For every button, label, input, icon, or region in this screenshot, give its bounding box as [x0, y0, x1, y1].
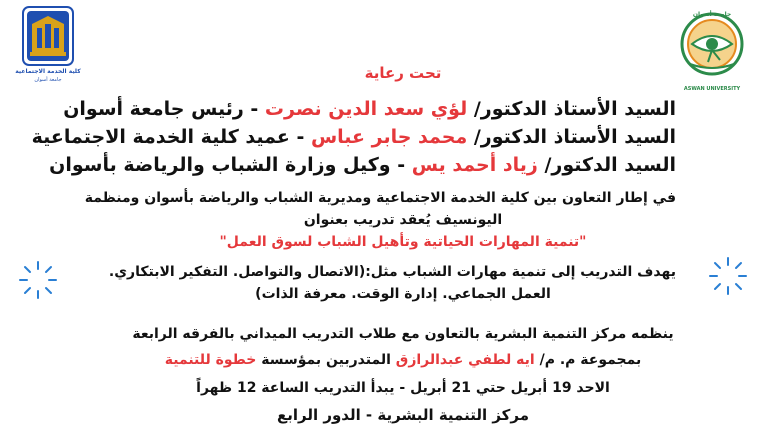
- group-line: [130, 352, 676, 368]
- flyer-content: [31, 0, 676, 439]
- patron-1-role: - رئيس جامعة أسوان: [63, 98, 265, 120]
- organizer-line: ينظمه مركز التنمية البشرية بالتعاون مع طلاب التدريب الميداني بالفرقه الرابعة: [132, 326, 674, 342]
- patron-1-prefix: السيد الأستاذ الدكتور/: [467, 98, 676, 120]
- schedule-line: الاحد 19 أبريل حتي 21 أبريل - يبدأ التدريب الساعة 12 ظهراً: [196, 380, 610, 396]
- faculty-logo-subtext: جامعة أسوان: [34, 77, 62, 83]
- university-logo: [680, 6, 744, 102]
- patronage-heading: تحت رعاية: [364, 64, 442, 82]
- patron-3-role: - وكيل وزارة الشباب والرياضة بأسوان: [49, 154, 412, 176]
- patron-3-prefix: السيد الدكتور/: [537, 154, 676, 176]
- patron-line-3: [49, 154, 676, 176]
- intro-line-1: في إطار التعاون بين كلية الخدمة الاجتماعية ومديرية الشباب والرياضة بأسوان ومنظمة: [84, 190, 676, 206]
- goal-line-1: يهدف التدريب إلى تنمية مهارات الشباب مثل:(الاتصال والتواصل. التفكير الابتكاري.: [108, 264, 676, 280]
- group-middle: المتدربين بمؤسسة: [256, 352, 396, 368]
- organization-name: خطوة للتنمية: [164, 352, 257, 368]
- patron-1-name: لؤي سعد الدين نصرت: [264, 98, 468, 120]
- faculty-logo: [15, 6, 81, 84]
- university-logo-text: جامعة أسوان: [692, 11, 732, 18]
- patron-line-1: [63, 98, 676, 120]
- patron-2-name: محمد جابر عباس: [310, 126, 468, 148]
- decorative-spark-left: [18, 260, 58, 304]
- university-logo-subtext: ASWAN UNIVERSITY: [683, 86, 741, 92]
- venue-line: مركز التنمية البشرية - الدور الرابع: [276, 406, 530, 424]
- decorative-spark-right: [708, 256, 748, 300]
- faculty-logo-text: كلية الخدمة الاجتماعية: [15, 68, 81, 75]
- patron-line-2: [31, 126, 676, 148]
- intro-line-2: اليونسيف يُعقد تدريب بعنوان: [303, 212, 503, 228]
- patron-2-prefix: السيد الأستاذ الدكتور/: [467, 126, 676, 148]
- supervisor-name: ايه لطفي عبدالرازق: [395, 352, 535, 368]
- group-prefix: بمجموعة م. م/: [534, 352, 642, 368]
- training-title: "تنمية المهارات الحياتية وتأهيل الشباب لسوق العمل": [219, 234, 587, 250]
- goal-line-2: العمل الجماعي. إدارة الوقت. معرفة الذات): [255, 286, 551, 302]
- patron-3-name: زياد أحمد يس: [411, 154, 538, 176]
- patron-2-role: - عميد كلية الخدمة الاجتماعية: [31, 126, 311, 148]
